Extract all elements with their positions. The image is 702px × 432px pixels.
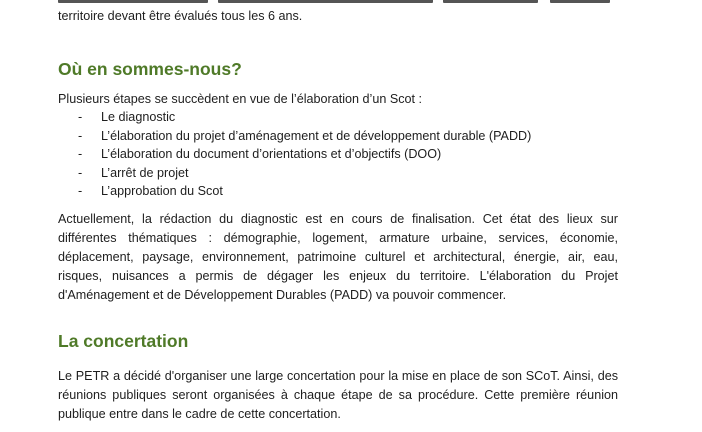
bullet-dash: -	[78, 110, 83, 124]
cropped-text-line	[58, 0, 658, 6]
heading-la-concertation: La concertation	[58, 331, 189, 351]
bullet-dash: -	[78, 128, 83, 143]
list-item: - L’approbation du Scot	[58, 182, 531, 201]
status-paragraph: Actuellement, la rédaction du diagnostic est en cours de finalisation. Cet état des lieux sur différentes thématiques : démographie, logement, armature urbaine, services, économie, déplacement, paysage, environnement, patrimoine culturel et architectural, énergie, air, eau, risques, nuisances a permis de dégager les enjeux du territoire. L'élaboration du Projet d'Aménagement et de Développement Durables (PADD) va pouvoir commencer.	[58, 212, 618, 302]
concertation-paragraph: Le PETR a décidé d'organiser une large concertation pour la mise en place de son SCoT. Ainsi, des réunions publiques seront organisées à chaque étape de sa procédure. Cette première réunion publique entre dans le cadre de cette concertation.	[58, 369, 618, 421]
list-item: - L’arrêt de projet	[58, 164, 531, 183]
list-item: - L’élaboration du projet d’aménagement et de développement durable (PADD)	[58, 127, 531, 146]
bullet-dash: -	[78, 165, 83, 180]
paragraph-fragment: territoire devant être évalués tous les 6 ans.	[58, 9, 303, 23]
steps-list	[58, 108, 531, 201]
list-item: - L’élaboration du document d’orientations et d’objectifs (DOO)	[58, 145, 531, 164]
bullet-dash: -	[78, 184, 83, 198]
steps-intro: Plusieurs étapes se succèdent en vue de l’élaboration d’un Scot :	[58, 92, 423, 106]
list-item: - Le diagnostic	[58, 108, 531, 127]
heading-ou-en-sommes-nous: Où en sommes-nous?	[58, 59, 242, 79]
bullet-dash: -	[78, 147, 83, 161]
